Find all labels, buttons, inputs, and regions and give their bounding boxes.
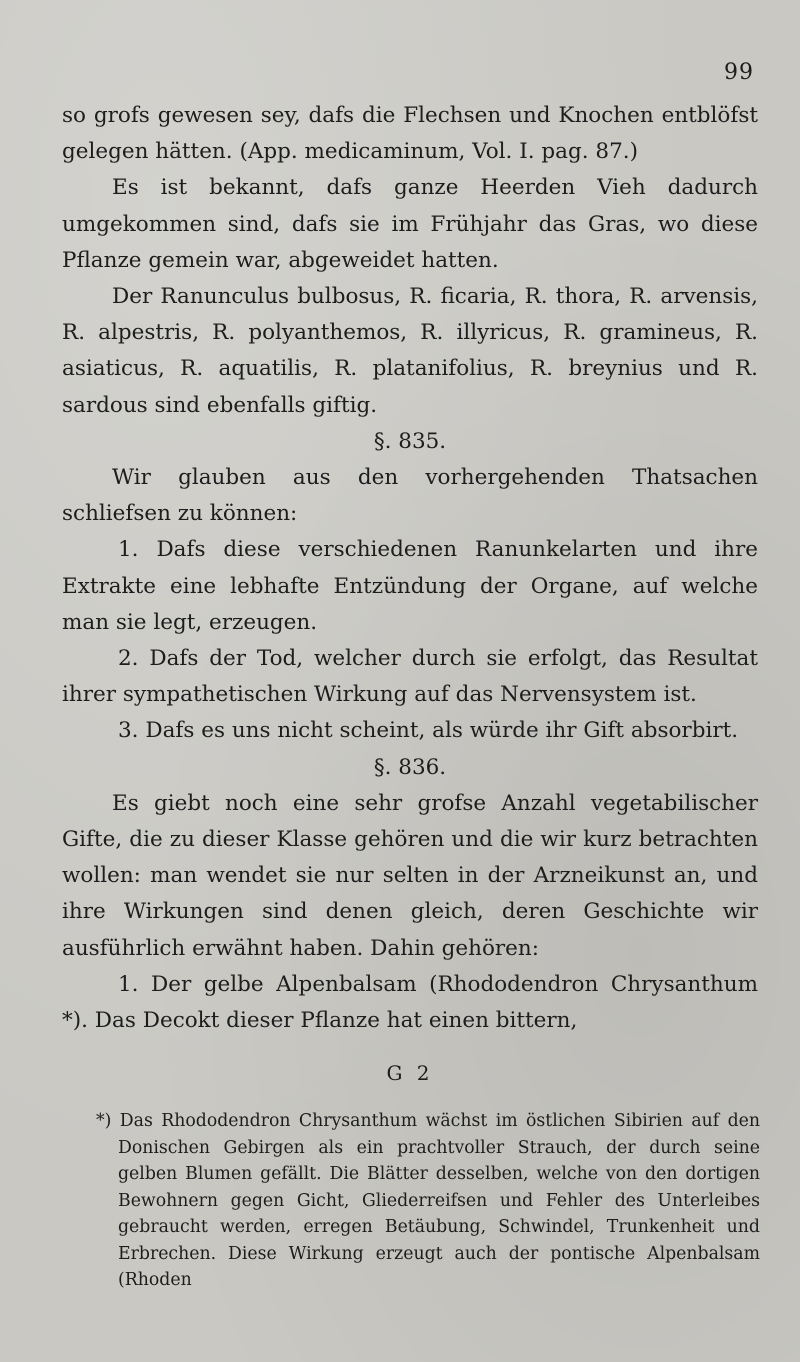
paragraph-ranunculus-species: Der Ranunculus bulbosus, R. ficaria, R. thora, R. arvensis, R. alpestris, R. polyanthemos, R. illyricus, R. gramineus, R. asiaticus, R. aquatilis, R. platanifolius, R. breynius und R. sardous sind ebenfalls giftig. (62, 284, 758, 418)
main-text (62, 98, 758, 1039)
book-page (62, 58, 762, 1338)
section-heading-836: §. 836. (373, 754, 447, 780)
list-item-alpenbalsam: 1. Der gelbe Alpenbalsam (Rhododendron Chrysanthum *). Das Decokt dieser Pflanze hat einen bittern, (62, 971, 758, 1034)
paragraph-other-poisons: Es giebt noch eine sehr grofse Anzahl vegetabilischer Gifte, die zu dieser Klasse gehören und die wir kurz betrachten wollen: man wendet sie nur selten in der Arzneikunst an, und ihre Wirkungen sind denen gleich, deren Geschichte wir ausführlich erwähnt haben. Dahin gehören: (62, 790, 758, 961)
section-heading-835: §. 835. (373, 428, 447, 454)
footnote (96, 1108, 760, 1294)
list-item-1: 1. Dafs diese verschiedenen Ranunkelarten und ihre Extrakte eine lebhafte Entzündung der Organe, auf welche man sie legt, erzeugen. (62, 537, 758, 635)
paragraph-conclusions-intro: Wir glauben aus den vorhergehenden Thatsachen schliefsen zu können: (62, 465, 758, 527)
page-number: 99 (724, 60, 754, 85)
footnote-text: *) Das Rhododendron Chrysanthum wächst im östlichen Sibirien auf den Donischen Gebirgen als ein prachtvoller Strauch, der durch seine gelben Blumen gefällt. Die Blätter desselben, welche von den dortigen Bewohnern gegen Gicht, Gliederreifsen und Fehler des Unterleibes gebraucht werden, erregen Betäubung, Schwindel, Trunkenheit und Erbrechen. Diese Wirkung erzeugt auch der pontische Alpenbalsam (Rhoden (96, 1111, 760, 1290)
list-item-2: 2. Dafs der Tod, welcher durch sie erfolgt, das Resultat ihrer sympathetischen Wirkung auf das Nervensystem ist. (62, 646, 758, 708)
paragraph-continuation: so grofs gewesen sey, dafs die Flechsen und Knochen entblöfst gelegen hätten. (App. medicaminum, Vol. I. pag. 87.) (62, 103, 758, 165)
signature-mark: G 2 (386, 1061, 434, 1085)
paragraph-herds: Es ist bekannt, dafs ganze Heerden Vieh dadurch umgekommen sind, dafs sie im Frühjahr das Gras, wo diese Pflanze gemein war, abgeweidet hatten. (62, 175, 758, 273)
list-item-3: 3. Dafs es uns nicht scheint, als würde ihr Gift absorbirt. (118, 718, 739, 744)
